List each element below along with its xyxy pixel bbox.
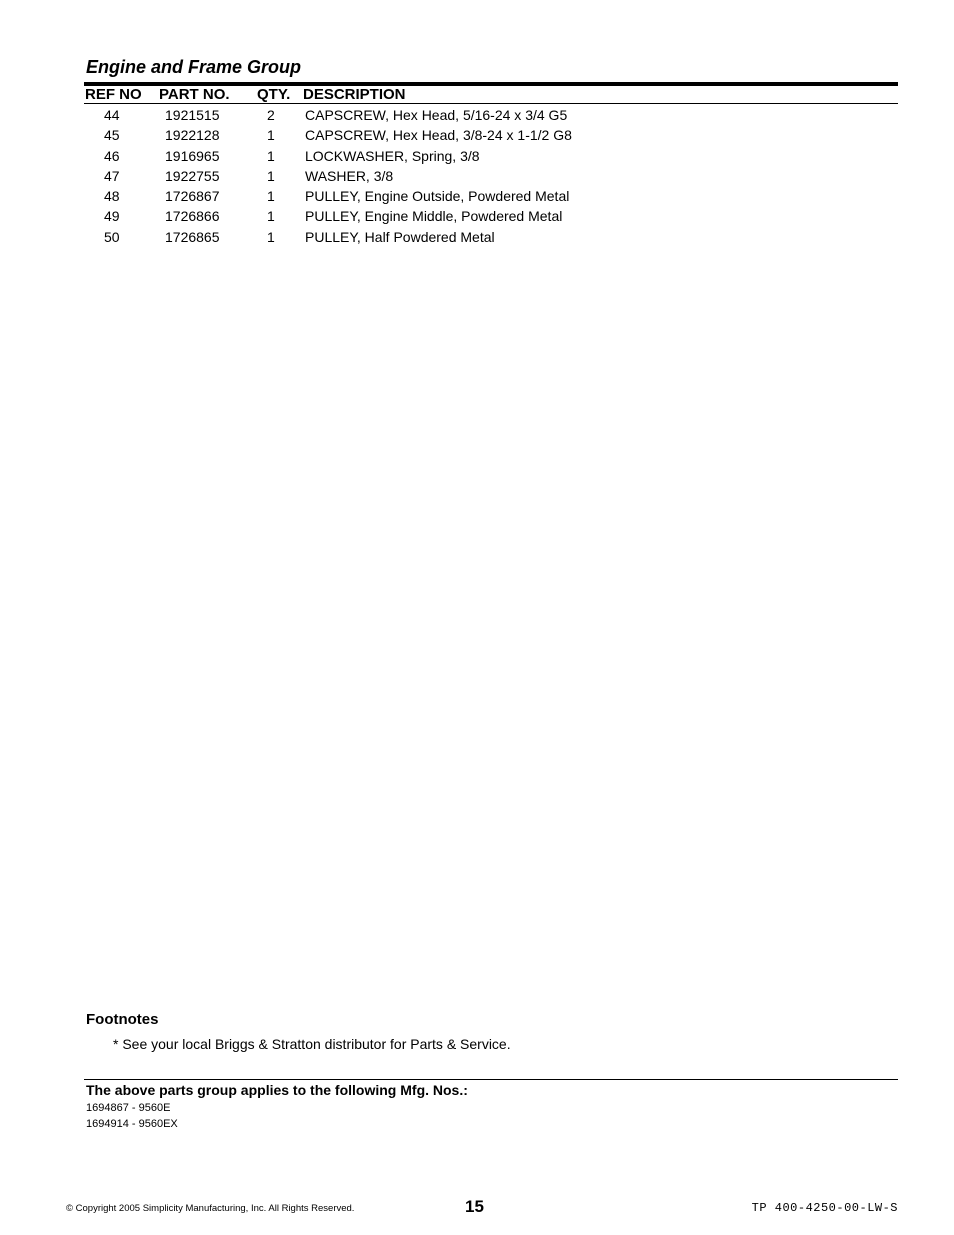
description-cell: LOCKWASHER, Spring, 3/8 bbox=[305, 147, 480, 164]
table-header bbox=[0, 86, 954, 103]
description-cell: CAPSCREW, Hex Head, 5/16-24 x 3/4 G5 bbox=[305, 107, 568, 123]
description-cell: PULLEY, Engine Outside, Powdered Metal bbox=[305, 188, 570, 205]
qty-cell: 1 bbox=[267, 228, 275, 245]
part-no-cell: 1726867 bbox=[165, 188, 220, 205]
qty-cell: 1 bbox=[267, 147, 275, 164]
ref-no-cell: 47 bbox=[104, 167, 120, 184]
header-ref-no: REF NO bbox=[85, 86, 142, 103]
part-no-cell: 1922128 bbox=[165, 127, 220, 144]
part-no-cell: 1726866 bbox=[165, 208, 220, 225]
page-title: Engine and Frame Group bbox=[86, 57, 302, 77]
mfg-number-item: 1694914 - 9560EX bbox=[86, 1117, 178, 1130]
ref-no-cell: 46 bbox=[104, 147, 120, 164]
qty-cell: 2 bbox=[267, 107, 275, 123]
ref-no-cell: 50 bbox=[104, 228, 120, 245]
description-cell: PULLEY, Engine Middle, Powdered Metal bbox=[305, 208, 563, 225]
part-no-cell: 1921515 bbox=[165, 107, 220, 123]
part-no-cell: 1922755 bbox=[165, 167, 220, 184]
table-row bbox=[0, 147, 954, 167]
part-no-cell: 1726865 bbox=[165, 228, 220, 245]
applies-rule bbox=[84, 1079, 898, 1080]
header-rule bbox=[84, 103, 898, 104]
ref-no-cell: 48 bbox=[104, 188, 120, 205]
header-description: DESCRIPTION bbox=[303, 86, 406, 103]
qty-cell: 1 bbox=[267, 127, 275, 144]
applies-title: The above parts group applies to the following Mfg. Nos.: bbox=[86, 1082, 468, 1098]
parts-table bbox=[0, 106, 954, 248]
page-number: 15 bbox=[465, 1197, 484, 1216]
footnotes-title: Footnotes bbox=[86, 1011, 159, 1028]
document-code: TP 400-4250-00-LW-S bbox=[751, 1201, 898, 1215]
ref-no-cell: 44 bbox=[104, 107, 120, 123]
qty-cell: 1 bbox=[267, 188, 275, 205]
copyright-notice: © Copyright 2005 Simplicity Manufacturing, Inc. All Rights Reserved. bbox=[66, 1203, 355, 1214]
table-row bbox=[0, 207, 954, 227]
footnote-item: * See your local Briggs & Stratton distributor for Parts & Service. bbox=[113, 1036, 511, 1052]
mfg-number-list bbox=[86, 1101, 178, 1132]
table-row bbox=[0, 126, 954, 146]
part-no-cell: 1916965 bbox=[165, 147, 220, 164]
ref-no-cell: 49 bbox=[104, 208, 120, 225]
table-row bbox=[0, 187, 954, 207]
description-cell: CAPSCREW, Hex Head, 3/8-24 x 1-1/2 G8 bbox=[305, 127, 572, 144]
header-part-no: PART NO. bbox=[159, 86, 230, 103]
ref-no-cell: 45 bbox=[104, 127, 120, 144]
table-row bbox=[0, 106, 954, 126]
header-qty: QTY. bbox=[257, 86, 291, 103]
table-row bbox=[0, 228, 954, 248]
table-row bbox=[0, 167, 954, 187]
qty-cell: 1 bbox=[267, 208, 275, 225]
description-cell: WASHER, 3/8 bbox=[305, 167, 394, 184]
qty-cell: 1 bbox=[267, 167, 275, 184]
mfg-number-item: 1694867 - 9560E bbox=[86, 1102, 171, 1114]
description-cell: PULLEY, Half Powdered Metal bbox=[305, 228, 495, 245]
